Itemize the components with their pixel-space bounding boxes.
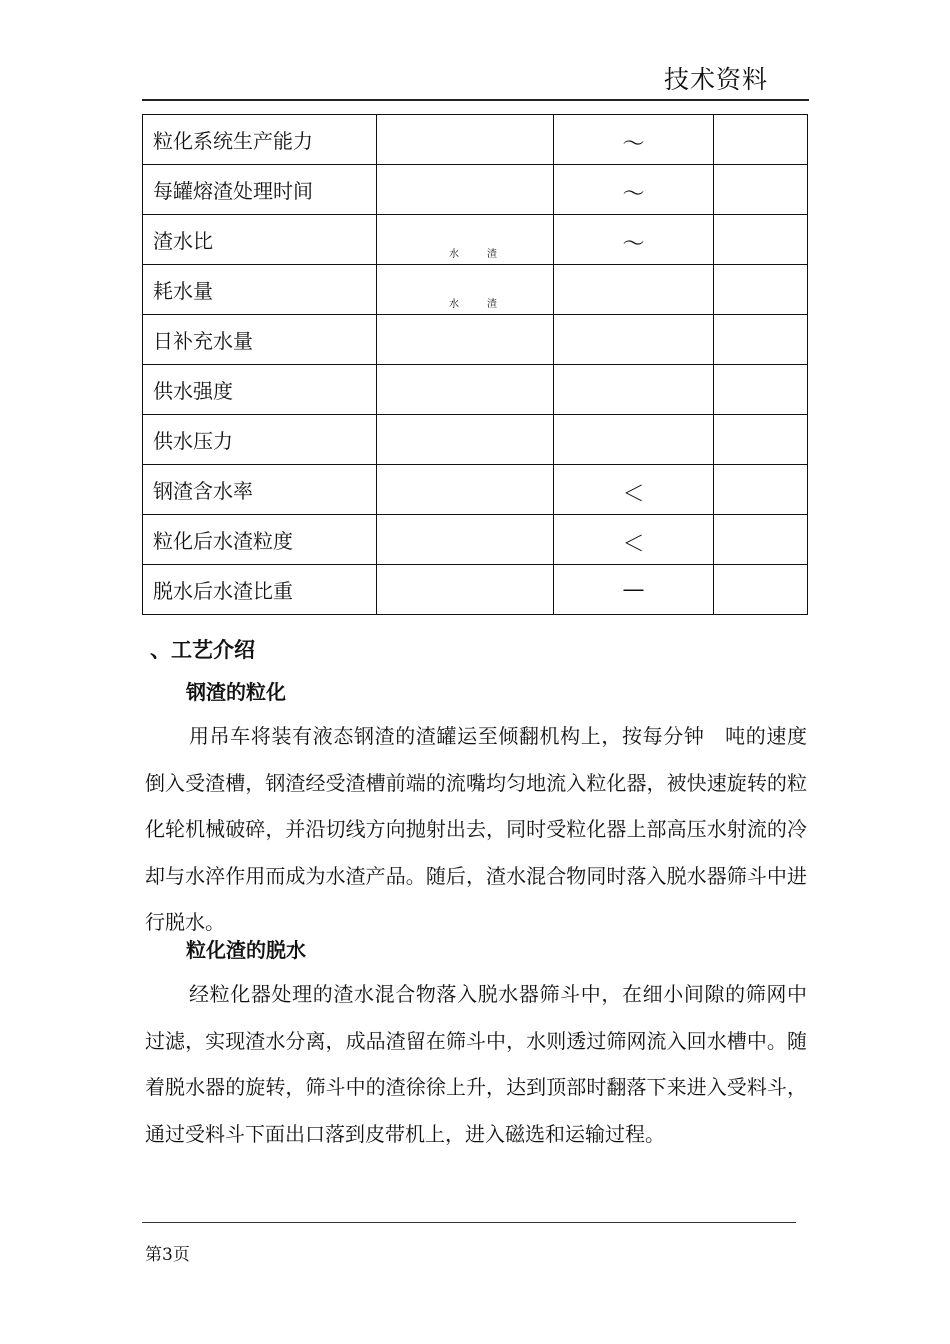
parameter-range: ～	[554, 165, 714, 215]
parameter-value	[377, 115, 554, 165]
parameter-label: 粒化后水渣粒度	[143, 515, 377, 565]
parameter-label: 每罐熔渣处理时间	[143, 165, 377, 215]
parameter-note	[714, 465, 808, 515]
unit-subscript	[449, 245, 499, 260]
table-row	[143, 515, 808, 565]
table-row	[143, 565, 808, 615]
section-heading: 、工艺介绍	[150, 638, 255, 662]
table-row	[143, 215, 808, 265]
table-row	[143, 315, 808, 365]
parameter-label: 渣水比	[143, 215, 377, 265]
table-row	[143, 465, 808, 515]
parameter-label: 供水压力	[143, 415, 377, 465]
footer-divider	[142, 1222, 796, 1223]
parameter-note	[714, 515, 808, 565]
header-divider	[142, 99, 809, 101]
parameter-range	[554, 365, 714, 415]
parameter-value	[377, 165, 554, 215]
parameter-range	[554, 315, 714, 365]
parameter-table	[142, 114, 808, 615]
parameter-value	[377, 565, 554, 615]
unit-subscript-text: 渣	[487, 249, 499, 260]
subsection-heading-granulation: 钢渣的粒化	[186, 680, 286, 704]
unit-subscript-text: 水	[449, 299, 461, 310]
parameter-label: 脱水后水渣比重	[143, 565, 377, 615]
paragraph-dewatering: 经粒化器处理的渣水混合物落入脱水器筛斗中，在细小间隙的筛网中过滤，实现渣水分离，成品渣留在筛斗中，水则透过筛网流入回水槽中。随着脱水器的旋转，筛斗中的渣徐徐上升，达到顶部时翻落下来进入受料斗，通过受料斗下面出口落到皮带机上，进入磁选和运输过程。	[145, 982, 807, 1146]
parameter-label: 粒化系统生产能力	[143, 115, 377, 165]
parameter-label: 供水强度	[143, 365, 377, 415]
parameter-range: —	[554, 565, 714, 615]
parameter-note	[714, 315, 808, 365]
parameter-note	[714, 565, 808, 615]
parameter-note	[714, 415, 808, 465]
table-row	[143, 115, 808, 165]
page-number: 第3页	[145, 1245, 190, 1265]
document-header-title: 技术资料	[664, 65, 769, 94]
parameter-value	[377, 415, 554, 465]
parameter-label: 耗水量	[143, 265, 377, 315]
parameter-range	[554, 265, 714, 315]
paragraph-granulation: 用吊车将装有液态钢渣的渣罐运至倾翻机构上，按每分钟 吨的速度倒入受渣槽，钢渣经受渣槽前端的流嘴均匀地流入粒化器，被快速旋转的粒化轮机械破碎，并沿切线方向抛射出去，同时受粒化器上部高压水射流的冷却与水淬作用而成为水渣产品。随后，渣水混合物同时落入脱水器筛斗中进行脱水。	[145, 724, 807, 934]
parameter-range: ＜	[554, 515, 714, 565]
unit-subscript-text: 水	[449, 249, 461, 260]
parameter-value	[377, 465, 554, 515]
parameter-note	[714, 215, 808, 265]
parameter-value	[377, 215, 554, 265]
table-row	[143, 365, 808, 415]
table-row	[143, 415, 808, 465]
parameter-note	[714, 265, 808, 315]
parameter-range: ～	[554, 215, 714, 265]
parameter-note	[714, 165, 808, 215]
parameter-range: ～	[554, 115, 714, 165]
table-row	[143, 165, 808, 215]
unit-subscript	[449, 295, 499, 310]
parameter-value	[377, 265, 554, 315]
parameter-range: ＜	[554, 465, 714, 515]
parameter-note	[714, 365, 808, 415]
unit-subscript-text: 渣	[487, 299, 499, 310]
table-row	[143, 265, 808, 315]
parameter-range	[554, 415, 714, 465]
parameter-value	[377, 365, 554, 415]
parameter-label: 钢渣含水率	[143, 465, 377, 515]
parameter-value	[377, 315, 554, 365]
parameter-note	[714, 115, 808, 165]
subsection-heading-dewatering: 粒化渣的脱水	[186, 938, 306, 962]
parameter-label: 日补充水量	[143, 315, 377, 365]
parameter-value	[377, 515, 554, 565]
